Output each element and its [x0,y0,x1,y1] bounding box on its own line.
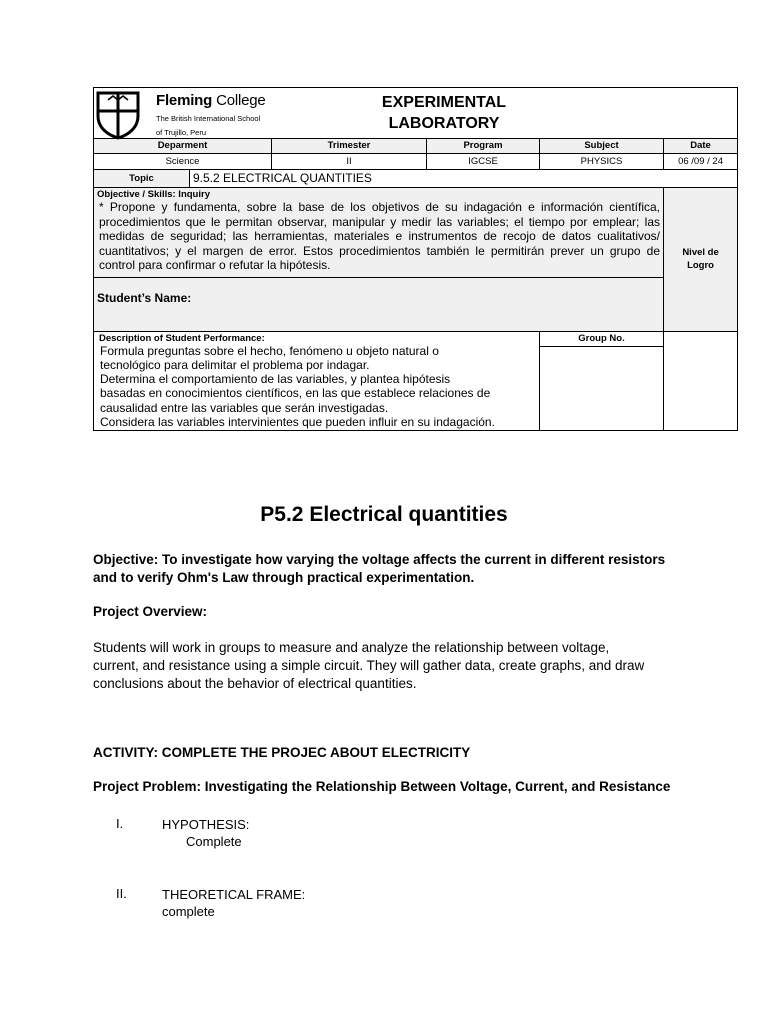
description-line: Considera las variables intervinientes que pueden influir en su indagación. [100,414,495,429]
topic-label: Topic [94,170,190,188]
description-line: causalidad entre las variables que serán investigadas. [100,400,389,415]
val-trimester: II [272,154,427,170]
theoretical-frame-value: complete [162,904,215,919]
brand-name: Fleming College [156,92,266,109]
description-label: Description of Student Performance: [99,332,265,344]
activity-heading: ACTIVITY: COMPLETE THE PROJEC ABOUT ELECTRICITY [93,745,471,760]
objective-cell [94,188,664,278]
column-values [94,154,738,170]
col-department: Deparment [94,139,272,154]
project-problem: Project Problem: Investigating the Relationship Between Voltage, Current, and Resistance [93,779,671,794]
list-item-theoretical-frame: THEORETICAL FRAME: complete [162,887,306,919]
hypothesis-value: Complete [186,834,242,849]
description-line: Determina el comportamiento de las variables, y plantea hipótesis [100,372,451,387]
group-number-label: Group No. [540,331,664,346]
student-name-label: Student’s Name: [94,277,664,331]
brand-subtitle-2: of Trujillo, Peru [156,128,207,137]
nivel-de-logro: Nivel de Logro [664,188,738,332]
group-number-field[interactable] [540,346,664,431]
brand-subtitle-1: The British International School [156,114,261,123]
overview-paragraph: Students will work in groups to measure and analyze the relationship between voltage, current, and resistance using a simple circuit. They will gather data, create graphs, and draw conclusions about the behavior of electrical quantities. [93,640,645,691]
col-trimester: Trimester [272,139,427,154]
col-program: Program [427,139,540,154]
val-program: IGCSE [427,154,540,170]
description-line: basadas en conocimientos científicos, en las que establece relaciones de [100,386,491,401]
school-crest-icon [96,90,140,140]
objective-paragraph: Objective: To investigate how varying the voltage affects the current in different resistors and to verify Ohm's Law through practical experimentation. [93,552,666,585]
overview-heading: Project Overview: [93,604,208,619]
objective-text: * Propone y fundamenta, sobre la base de los objetivos de su indagación e información científica, procedimientos que le permitan observar, manipular y medir las variables; el tiempo por emplear; las medidas de seguridad; las herramientas, materiales e instrumentos de recojo de datos cualitativos/ cuantitativos; y el margen de error. Estos procedimientos también le permitirán prever un grupo de control para confirmar o refutar la hipótesis. [99,200,660,272]
description-line: Formula preguntas sobre el hecho, fenómeno u objeto natural o [100,343,439,358]
header-title-cell [94,88,738,139]
list-number: I. [116,816,124,831]
topic-value: 9.5.2 ELECTRICAL QUANTITIES [190,170,738,188]
val-date: 06 /09 / 24 [664,154,738,170]
column-headers [94,139,738,154]
list-number: II. [116,886,127,901]
col-subject: Subject [540,139,664,154]
lab-title: EXPERIMENTAL LABORATORY [381,94,507,132]
description-cell [94,331,540,431]
school-brand [156,92,266,137]
school-logo [96,90,266,140]
val-department: Science [94,154,272,170]
document-title: P5.2 Electrical quantities [260,503,508,526]
lab-header [93,87,737,431]
col-date: Date [664,139,738,154]
description-line: tecnológico para delimitar el problema por indagar. [100,357,370,372]
objective-label: Objective / Skills: Inquiry [97,189,210,200]
grade-cell [664,331,738,431]
val-subject: PHYSICS [540,154,664,170]
header-table [93,87,738,431]
list-item-hypothesis: HYPOTHESIS: Complete [162,817,250,849]
